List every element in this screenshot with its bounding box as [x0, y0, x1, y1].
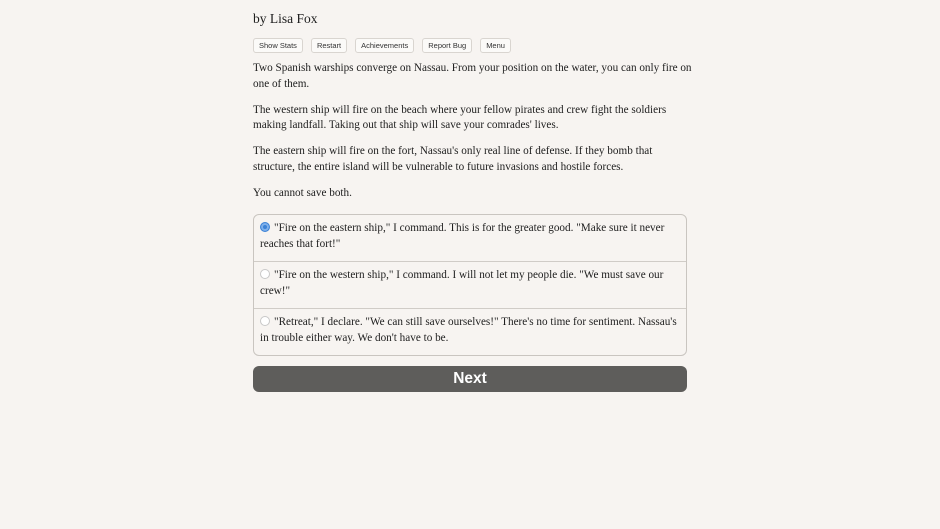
radio-unselected-icon[interactable] — [260, 316, 270, 326]
toolbar — [253, 38, 511, 53]
next-button[interactable]: Next — [253, 366, 687, 392]
choice-label: "Retreat," I declare. "We can still save ourselves!" There's no time for sentiment. Nassau's in trouble either way. We don't have to be. — [260, 316, 677, 344]
show-stats-button[interactable]: Show Stats — [253, 38, 303, 53]
story-paragraph: Two Spanish warships converge on Nassau. From your position on the water, you can only fire on one of them. — [253, 62, 692, 90]
story-paragraph: The western ship will fire on the beach where your fellow pirates and crew fight the soldiers making landfall. Taking out that ship will save your comrades' lives. — [253, 103, 667, 132]
choice-list — [253, 214, 687, 356]
radio-selected-icon[interactable] — [260, 222, 270, 232]
achievements-button[interactable]: Achievements — [355, 38, 414, 53]
choice-option-3[interactable] — [254, 308, 686, 355]
report-bug-button[interactable]: Report Bug — [422, 38, 472, 53]
choice-label: "Fire on the western ship," I command. I will not let my people die. "We must save our crew!" — [260, 269, 664, 297]
radio-unselected-icon[interactable] — [260, 269, 270, 279]
choice-option-2[interactable] — [254, 261, 686, 308]
story-paragraph: You cannot save both. — [253, 186, 352, 199]
story-text — [253, 61, 693, 212]
choice-option-1[interactable] — [254, 215, 686, 261]
choice-label: "Fire on the eastern ship," I command. This is for the greater good. "Make sure it never reaches that fort!" — [260, 222, 665, 250]
restart-button[interactable]: Restart — [311, 38, 347, 53]
story-paragraph: The eastern ship will fire on the fort, Nassau's only real line of defense. If they bomb that structure, the entire island will be vulnerable to future invasions and hostile forces. — [253, 145, 653, 173]
author-credit: by Lisa Fox — [253, 11, 318, 26]
menu-button[interactable]: Menu — [480, 38, 511, 53]
